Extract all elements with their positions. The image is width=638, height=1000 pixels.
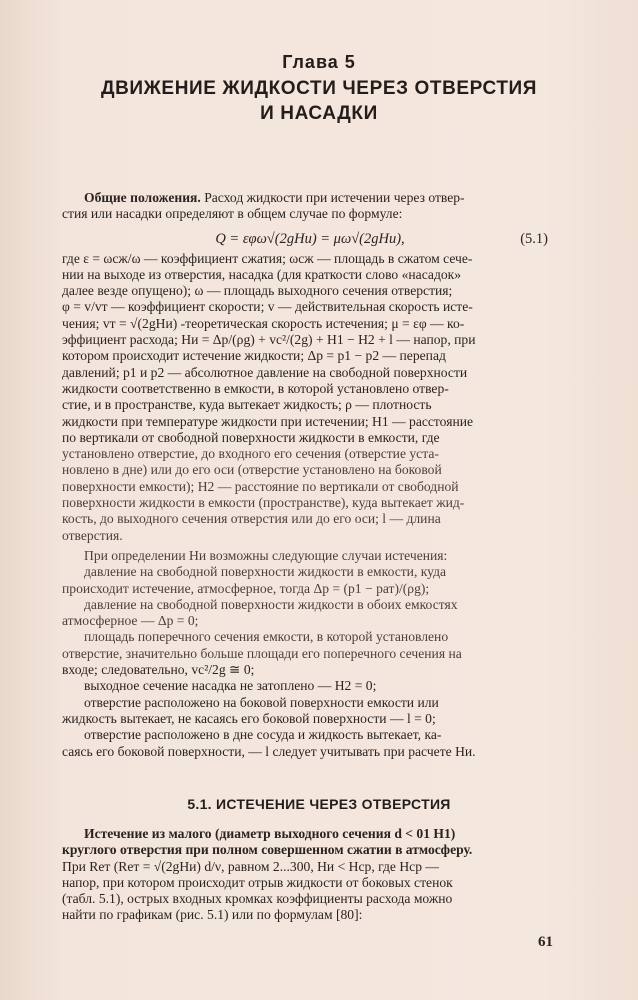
subsection-bold-line bbox=[62, 826, 558, 842]
case-line: При определении Hи возможны следующие случаи истечения: bbox=[84, 547, 448, 563]
case-line: атмосферное — Δp = 0; bbox=[62, 613, 199, 629]
paragraph-line: отверстия. bbox=[62, 527, 123, 543]
intro-line-text: Расход жидкости при истечении через отвер- bbox=[204, 190, 465, 205]
section-text bbox=[62, 826, 558, 924]
paragraph-line: жидкости при температуре жидкости при истечении; H1 — расстояние bbox=[62, 413, 474, 429]
intro-heading: Общие положения. bbox=[84, 190, 201, 205]
case-line: давление на свободной поверхности жидкости в обоих емкостях bbox=[84, 596, 458, 612]
paragraph-line: нии на выходе из отверстия, насадка (для краткости слово «насадок» bbox=[62, 266, 462, 282]
paragraph-line: установлено отверстие, до входного его сечения (отверстие уста- bbox=[62, 446, 439, 462]
paragraph-line: стие, и в пространстве, куда вытекает жидкость; ρ — плотность bbox=[62, 397, 432, 413]
subsection-line: напор, при котором происходит отрыв жидкости от боковых стенок bbox=[62, 874, 453, 890]
paragraph-line: далее везде опущено); ω — площадь выходного сечения отверстия; bbox=[62, 283, 453, 299]
paragraph-line: эффициент расхода; Hи = Δp/(ρg) + vс²/(2g) + H1 − H2 + l — напор, при bbox=[62, 332, 476, 348]
formula-5-1 bbox=[62, 229, 558, 249]
paragraph-line: поверхности емкости); H2 — расстояние по вертикали от свободной bbox=[62, 478, 459, 494]
paragraph-line: где ε = ωсж/ω — коэффициент сжатия; ωсж — площадь в сжатом сече- bbox=[62, 250, 473, 266]
subsection-line: найти по графикам (рис. 5.1) или по формулам [80]: bbox=[62, 907, 363, 923]
intro-line: стия или насадки определяют в общем случае по формуле: bbox=[62, 206, 403, 222]
formula-text: Q = εφω√(2gHи) = μω√(2gHи), bbox=[215, 230, 405, 247]
case-line: отверстие расположено на боковой поверхности емкости или bbox=[84, 694, 439, 710]
case-line: отверстие, значительно больше площади его поперечного сечения на bbox=[62, 645, 462, 661]
case-line: отверстие расположено в дне сосуда и жидкость вытекает, ка- bbox=[84, 727, 442, 743]
paragraph-line: чения; vт = √(2gHи) -теоретическая скорость истечения; μ = εφ — ко- bbox=[62, 315, 465, 331]
subsection-bold-line bbox=[62, 842, 558, 858]
subsection-heading-part: круглого отверстия при полном совершенном сжатии в атмосферу. bbox=[62, 842, 473, 858]
case-line: саясь его боковой поверхности, — l следует учитывать при расчете Hи. bbox=[62, 743, 476, 759]
paragraph-line: котором происходит истечение жидкости; Δp = p1 − p2 — перепад bbox=[62, 348, 446, 364]
page-number: 61 bbox=[538, 934, 553, 950]
main-text bbox=[62, 190, 558, 760]
case-line: давление на свободной поверхности жидкости в емкости, куда bbox=[84, 564, 447, 580]
subsection-line: (табл. 5.1), острых входных кромках коэффициенты расхода можно bbox=[62, 891, 453, 907]
paragraph-line: новлено в дне) или до его оси (отверстие установлено на боковой bbox=[62, 462, 442, 478]
case-line: жидкость вытекает, не касаясь его боковой поверхности — l = 0; bbox=[62, 710, 436, 726]
section-title: 5.1. ИСТЕЧЕНИЕ ЧЕРЕЗ ОТВЕРСТИЯ bbox=[187, 796, 451, 812]
case-line: выходное сечение насадка не затоплено — H2 = 0; bbox=[84, 678, 377, 694]
case-line: происходит истечение, атмосферное, тогда Δp = (p1 − pат)/(ρg); bbox=[62, 580, 430, 596]
formula-number: (5.1) bbox=[520, 230, 548, 247]
case-line: входе; следовательно, vс²/2g ≅ 0; bbox=[62, 662, 255, 678]
chapter-title-line-2: И НАСАДКИ bbox=[260, 103, 378, 124]
subsection-heading-part: Истечение из малого (диаметр выходного сечения d < 01 H1) bbox=[84, 826, 456, 841]
chapter-title-line-1: ДВИЖЕНИЕ ЖИДКОСТИ ЧЕРЕЗ ОТВЕРСТИЯ bbox=[100, 78, 538, 99]
chapter-heading: Глава 5 bbox=[282, 52, 356, 72]
paragraph-line: кость, до выходного сечения отверстия или до его оси; l — длина bbox=[62, 511, 441, 527]
paragraph-line: давлений; p1 и p2 — абсолютное давление на свободной поверхности bbox=[62, 364, 468, 380]
subsection-line: При Reт (Reт = √(2gHи) d/ν, равном 2...300, Hи < Hср, где Hср — bbox=[62, 858, 440, 874]
paragraph-line: φ = v/vт — коэффициент скорости; v — действительная скорость исте- bbox=[62, 299, 473, 315]
intro-line bbox=[62, 190, 558, 206]
case-line: площадь поперечного сечения емкости, в которой установлено bbox=[84, 629, 449, 645]
paragraph-line: поверхности жидкости в емкости (пространстве), куда вытекает жид- bbox=[62, 495, 465, 511]
paragraph-line: жидкости соответственно в емкости, в которой установлено отвер- bbox=[62, 380, 449, 396]
paragraph-line: по вертикали от свободной поверхности жидкости в емкости, где bbox=[62, 429, 440, 445]
